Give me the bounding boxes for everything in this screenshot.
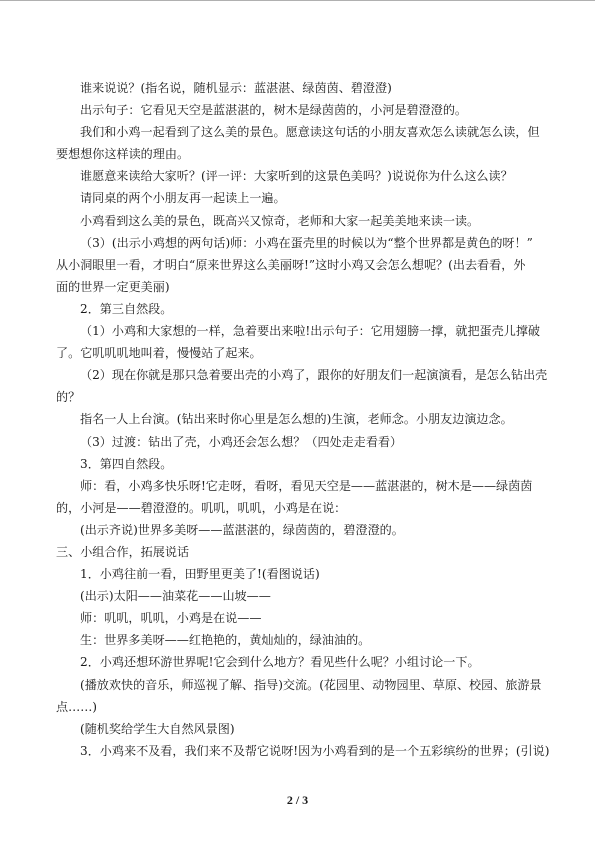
paragraph-line: (播放欢快的音乐，师巡视了解、指导)交流。(花园里、动物园里、草原、校园、旅游景 [80, 677, 542, 692]
paragraph-line: 从小洞眼里一看，才明白“原来世界这么美丽呀!”这时小鸡又会怎么想呢？(出去看看，外 [56, 257, 526, 272]
paragraph-line: 点……) [56, 699, 97, 714]
paragraph-line: 我们和小鸡一起看到了这么美的景色。愿意读这句话的小朋友喜欢怎么读就怎么读，但 [80, 125, 540, 140]
paragraph-line: 指名一人上台演。(钻出来时你心里是怎么想的)生演，老师念。小朋友边演边念。 [80, 412, 513, 427]
page-number: 2 / 3 [286, 793, 309, 807]
paragraph-line: 请同桌的两个小朋友再一起读上一遍。 [80, 191, 286, 206]
section-heading: 三、小组合作，拓展说话 [56, 544, 190, 559]
paragraph-line: 的，小河是——碧澄澄的。叽叽，叽叽，小鸡是在说： [56, 500, 347, 515]
paragraph-line: 谁愿意来读给大家听？(评一评：大家听到的这景色美吗？)说说你为什么这么读？ [80, 169, 513, 184]
paragraph-line: （2）现在你就是那只急着要出壳的小鸡了，跟你的好朋友们一起演演看，是怎么钻出壳 [80, 368, 548, 383]
paragraph-line: 生：世界多美呀——红艳艳的，黄灿灿的，绿油油的。 [80, 633, 371, 648]
paragraph-line: 师：看，小鸡多快乐呀!它走呀，看呀，看见天空是——蓝湛湛的，树木是——绿茵茵 [80, 478, 533, 493]
paragraph-line: (随机奖给学生大自然风景图) [80, 721, 235, 736]
paragraph-line: 了。它叽叽叽地叫着，慢慢站了起来。 [56, 346, 262, 361]
section-heading: 2．第三自然段。 [80, 301, 173, 316]
paragraph-line: 3．小鸡来不及看，我们来不及帮它说呀!因为小鸡看到的是一个五彩缤纷的世界；(引说) [80, 743, 550, 758]
paragraph-line: （3）过渡：钻出了壳，小鸡还会怎么想？（四处走走看看） [80, 434, 403, 449]
paragraph-line: 要想想你这样读的理由。 [56, 147, 190, 162]
paragraph-line: 小鸡看到这么美的景色，既高兴又惊奇，老师和大家一起美美地来读一读。 [80, 213, 480, 228]
paragraph-line: （3）(出示小鸡想的两句话)师：小鸡在蛋壳里的时候以为“整个世界都是黄色的呀！” [80, 235, 533, 250]
paragraph-line: 面的世界一定更美丽) [56, 279, 170, 294]
paragraph-line: 谁来说说？(指名说，随机显示：蓝湛湛、绿茵茵、碧澄澄) [80, 81, 392, 95]
paragraph-line: 2．小鸡还想环游世界呢!它会到什么地方？看见些什么呢？小组讨论一下。 [80, 655, 480, 670]
paragraph-line: 1．小鸡往前一看，田野里更美了!(看图说话) [80, 567, 320, 582]
document-body [56, 77, 550, 762]
paragraph-line: 的？ [56, 390, 81, 405]
paragraph-line: 出示句子：它看见天空是蓝湛湛的，树木是绿茵茵的，小河是碧澄澄的。 [80, 103, 468, 118]
paragraph-line: 师：叽叽，叽叽，小鸡是在说—— [80, 611, 262, 626]
paragraph-line: (出示)太阳——油菜花——山坡—— [80, 589, 271, 604]
paragraph-line: (出示齐说)世界多美呀——蓝湛湛的，绿茵茵的，碧澄澄的。 [80, 522, 404, 537]
top-border-line [0, 0, 595, 1]
section-heading: 3．第四自然段。 [80, 456, 173, 471]
paragraph-line: （1）小鸡和大家想的一样，急着要出来啦!出示句子：它用翅膀一撑，就把蛋壳儿撑破 [80, 324, 541, 339]
